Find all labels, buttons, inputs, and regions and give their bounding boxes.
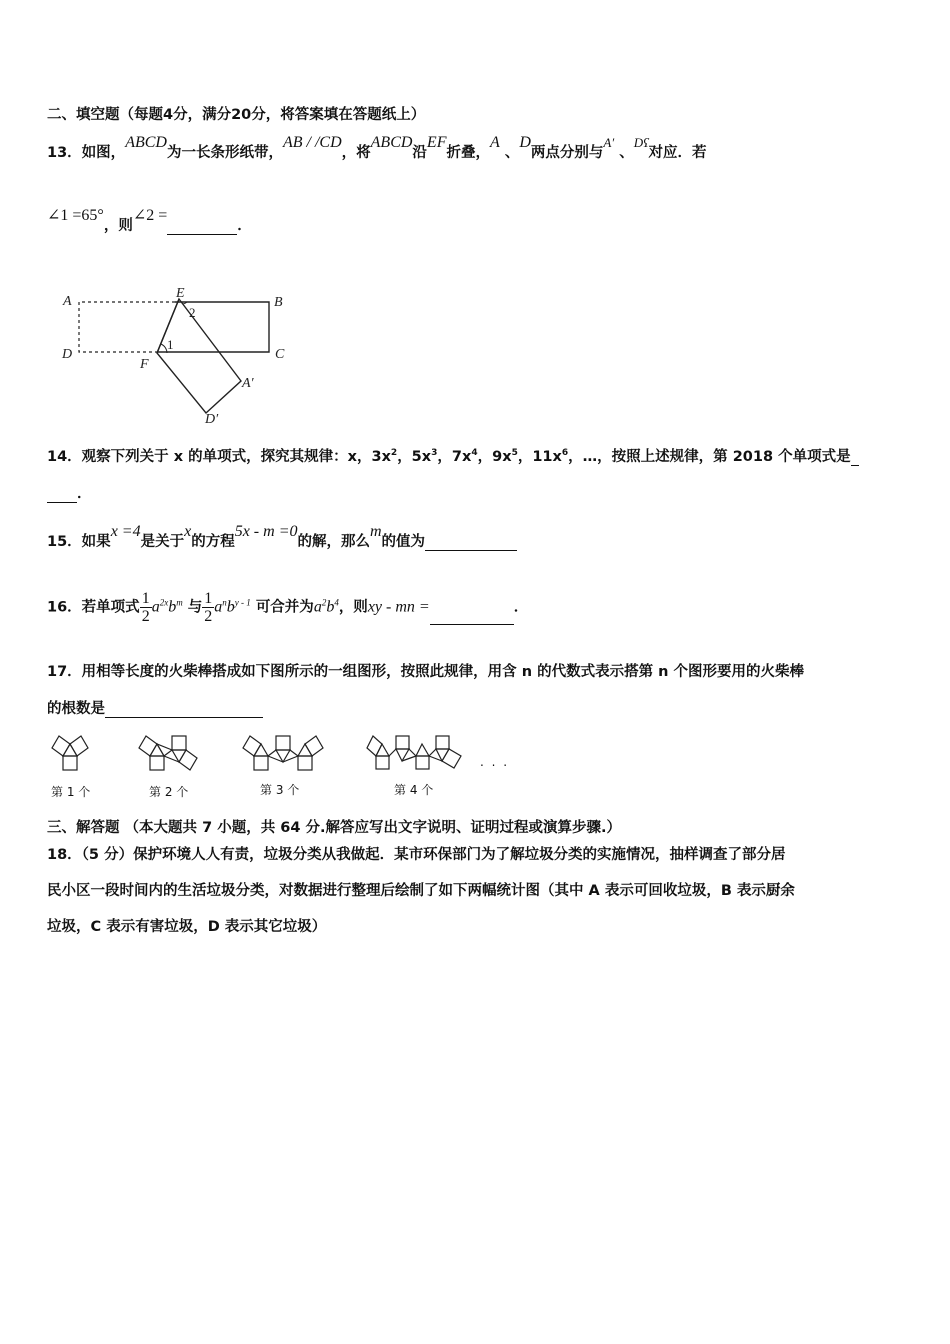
q16-fraction <box>202 590 214 625</box>
q14-text: ，5x <box>397 449 432 465</box>
q13-text: 、 <box>619 145 634 161</box>
q13-fold-figure <box>55 283 305 433</box>
q16-math: b <box>326 598 335 616</box>
q15-text: 是关于 <box>140 534 185 550</box>
q13-math: D <box>519 134 531 151</box>
answer-blank[interactable] <box>167 220 237 235</box>
q17-text: 的根数是 <box>47 701 105 717</box>
q14-text: 14．观察下列关于 x 的单项式，探究其规律：x，3x <box>47 449 391 465</box>
q13-text: 两点分别与 <box>530 145 604 161</box>
question-18-line-1: 18．（5 分）保护环境人人有责，垃圾分类从我做起．某市环保部门为了解垃圾分类的实施情况，抽样调查了部分居 <box>47 847 786 863</box>
question-18-line-3: 垃圾，C 表示有害垃圾，D 表示其它垃圾） <box>47 919 327 935</box>
q16-math: a <box>151 598 160 616</box>
q14-text: ，7x <box>437 449 472 465</box>
q14-text: ，11x <box>517 449 562 465</box>
q16-text: ． <box>513 599 529 616</box>
answer-blank[interactable] <box>851 451 859 466</box>
label-a-prime: A′ <box>242 376 254 391</box>
q13-math: A′ <box>603 135 615 150</box>
q13-math: Dʕ <box>633 135 649 150</box>
q16-math: a <box>313 598 322 616</box>
label-angle-1: 1 <box>167 337 174 352</box>
q15-text: 的值为 <box>381 534 426 550</box>
question-13-cont <box>47 207 252 235</box>
q16-exp: 2 <box>321 597 327 608</box>
q13-math: A <box>489 134 500 151</box>
question-16 <box>47 590 528 625</box>
q14-text: ． <box>77 486 92 502</box>
q15-math: x =4 <box>110 523 141 540</box>
figure-ellipsis: . . . <box>480 755 510 769</box>
question-17-cont <box>47 697 263 718</box>
q14-exp: 4 <box>471 448 478 459</box>
answer-blank[interactable] <box>47 488 77 503</box>
question-13 <box>47 134 707 162</box>
q13-text: 对应．若 <box>648 145 707 161</box>
q14-text: ，…，按照上述规律，第 2018 个单项式是 <box>568 449 851 465</box>
q16-exp: m <box>176 597 183 608</box>
matchstick-figure-1 <box>47 730 97 785</box>
q15-text: 的解，那么 <box>297 534 370 550</box>
q13-text: 如图， <box>81 145 126 161</box>
q16-text: 与 <box>187 599 203 616</box>
answer-blank[interactable] <box>105 703 263 718</box>
q14-exp: 6 <box>561 448 569 459</box>
q15-math: 5x - m =0 <box>234 523 298 540</box>
question-18-line-2: 民小区一段时间内的生活垃圾分类，对数据进行整理后绘制了如下两幅统计图（其中 A 表示可回收垃圾，B 表示厨余 <box>47 883 795 899</box>
q16-math: b <box>168 598 177 616</box>
matchstick-figure-2 <box>132 728 207 783</box>
q13-angle1: ∠1 =65° <box>47 207 104 224</box>
q13-text: 折叠， <box>446 145 490 161</box>
q16-exp: 2x <box>159 597 169 608</box>
q13-math: ABCD <box>125 134 167 151</box>
question-15 <box>47 523 517 551</box>
q13-math: EF <box>426 134 447 151</box>
q15-text: 的方程 <box>191 534 235 550</box>
q13-text: 、 <box>504 145 520 161</box>
q16-exp: n <box>222 597 227 608</box>
answer-blank[interactable] <box>430 610 514 625</box>
q14-exp: 3 <box>431 448 438 459</box>
q16-exp: 4 <box>334 597 339 608</box>
q16-text: ，则 <box>338 599 368 616</box>
q16-math: xy - mn = <box>367 598 430 616</box>
matchstick-figure-3 <box>238 728 338 783</box>
q14-exp: 2 <box>390 448 398 459</box>
q13-math: ABCD <box>370 134 413 151</box>
label-angle-2: 2 <box>189 305 196 320</box>
q15-math: x <box>184 523 192 540</box>
figure-caption-4: 第 4 个 <box>394 783 434 797</box>
q14-text: ，9x <box>477 449 512 465</box>
folded-part <box>157 299 241 413</box>
label-a: A <box>63 294 72 309</box>
label-d-prime: D′ <box>205 412 219 427</box>
q15-math: m <box>369 523 382 540</box>
q16-math: b <box>226 598 235 616</box>
fraction-denominator: 2 <box>204 608 213 625</box>
q13-text: 沿 <box>412 145 427 161</box>
fraction-numerator: 1 <box>204 590 213 607</box>
figure-caption-1: 第 1 个 <box>51 785 91 799</box>
q15-text: 15．如果 <box>47 534 111 550</box>
fraction-denominator: 2 <box>141 608 150 625</box>
q14-exp: 5 <box>511 448 518 459</box>
fraction-numerator: 1 <box>141 590 150 607</box>
label-e: E <box>176 286 185 301</box>
q16-text: 可合并为 <box>255 599 314 616</box>
q16-fraction <box>140 590 152 625</box>
question-14-cont <box>47 482 92 503</box>
question-14 <box>47 445 859 466</box>
label-f: F <box>140 357 149 372</box>
label-d: D <box>62 347 73 362</box>
q13-text: ． <box>237 218 252 234</box>
q13-text: 为一长条形纸带， <box>166 145 283 161</box>
q13-text: ，则 <box>103 218 133 234</box>
q13-angle2: ∠2 = <box>132 207 168 224</box>
q13-math: AB / /CD <box>282 134 342 151</box>
q13-number: 13． <box>47 145 82 161</box>
q13-text: ，将 <box>341 145 371 161</box>
q16-text: 16．若单项式 <box>47 599 140 616</box>
q16-exp: y - 1 <box>234 597 251 608</box>
answer-blank[interactable] <box>425 536 517 551</box>
label-c: C <box>275 347 285 362</box>
figure-caption-3: 第 3 个 <box>260 783 300 797</box>
section-3-heading: 三、解答题 （本大题共 7 小题，共 64 分.解答应写出文字说明、证明过程或演算步骤.） <box>47 820 622 836</box>
question-17: 17．用相等长度的火柴棒搭成如下图所示的一组图形，按照此规律，用含 n 的代数式表示搭第 n 个图形要用的火柴棒 <box>47 664 805 680</box>
matchstick-figure-4 <box>364 728 469 783</box>
figure-caption-2: 第 2 个 <box>149 785 189 799</box>
section-2-heading: 二、填空题（每题4分，满分20分，将答案填在答题纸上） <box>47 107 426 123</box>
q16-math: a <box>214 598 223 616</box>
label-b: B <box>274 295 283 310</box>
